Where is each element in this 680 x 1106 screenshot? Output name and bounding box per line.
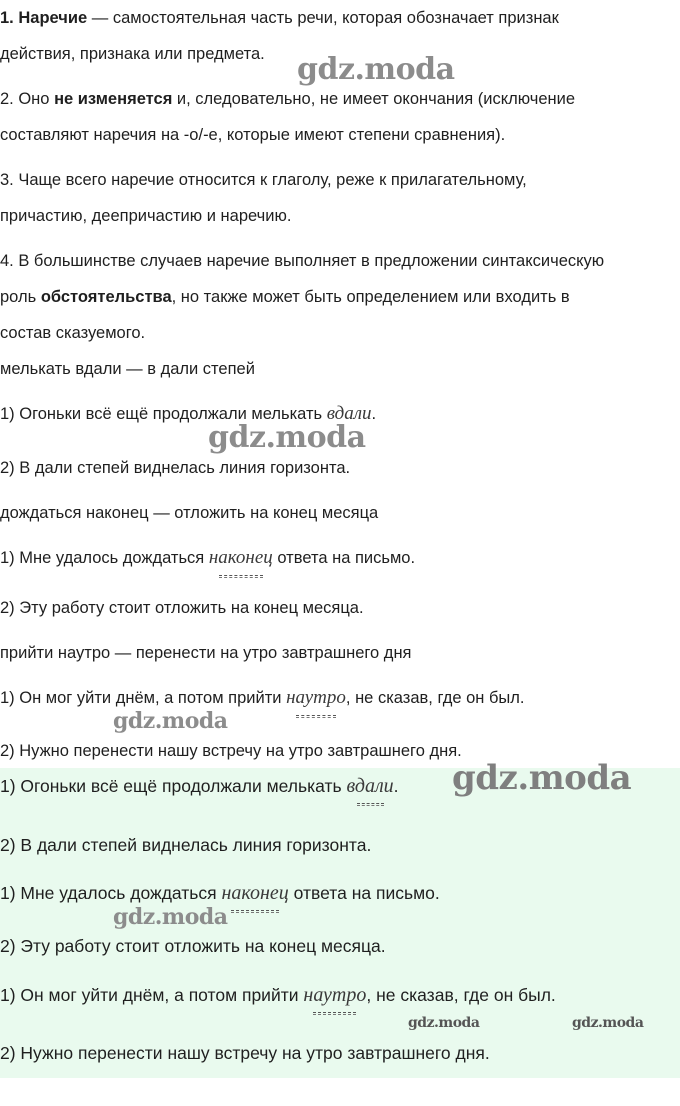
rule-1-line-2: действия, признака или предмета. <box>0 45 265 63</box>
highlight-sentence-3: 1) Мне удалось дождаться наконец ответа на письмо. <box>0 882 440 904</box>
pair-3-sentence-2: 2) Нужно перенести нашу встречу на утро завтрашнего дня. <box>0 742 462 760</box>
highlight-sentence-1: 1) Огоньки всё ещё продолжали мелькать вдали . <box>0 775 399 797</box>
adverb-handwritten: наконец <box>209 547 273 569</box>
pair-3-sentence-1: 1) Он мог уйти днём, а потом прийти наутро , не сказав, где он был. <box>0 687 525 709</box>
rule-2-line-1: 2. Оно не изменяется и, следовательно, не имеет окончания (исключение <box>0 90 576 108</box>
adverb-underline <box>219 575 263 576</box>
adverb-handwritten: наконец <box>221 882 288 904</box>
adverb-handwritten: вдали <box>347 775 394 797</box>
watermark: gdz.moda <box>113 904 228 930</box>
watermark: gdz.moda <box>113 708 228 734</box>
adverb-underline <box>296 715 336 716</box>
highlight-sentence-6: 2) Нужно перенести нашу встречу на утро завтрашнего дня. <box>0 1043 490 1063</box>
pair-2-sentence-1: 1) Мне удалось дождаться наконец ответа на письмо. <box>0 547 415 569</box>
pair-2-sentence-2: 2) Эту работу стоит отложить на конец месяца. <box>0 599 364 617</box>
pair-3-heading: прийти наутро — перенести на утро завтрашнего дня <box>0 644 412 662</box>
highlight-sentence-4: 2) Эту работу стоит отложить на конец месяца. <box>0 936 386 956</box>
watermark: gdz.moda <box>452 758 632 798</box>
highlight-sentence-2: 2) В дали степей виднелась линия горизонта. <box>0 835 372 855</box>
adverb-underline <box>231 910 278 911</box>
watermark: gdz.moda <box>408 1015 480 1031</box>
pair-1-sentence-1: 1) Огоньки всё ещё продолжали мелькать вдали. <box>0 403 377 424</box>
adverb-handwritten: вдали <box>326 403 372 424</box>
pair-2-heading: дождаться наконец — отложить на конец месяца <box>0 504 379 522</box>
pair-1-heading: мелькать вдали — в дали степей <box>0 360 255 378</box>
adverb-handwritten: наутро <box>303 984 366 1006</box>
rule-4-line-1: 4. В большинстве случаев наречие выполняет в предложении синтаксическую <box>0 252 605 270</box>
pair-1-sentence-2: 2) В дали степей виднелась линия горизонта. <box>0 459 351 477</box>
watermark: gdz.moda <box>572 1015 644 1031</box>
rule-2-line-2: составляют наречия на -о/-е, которые имеют степени сравнения). <box>0 126 506 144</box>
adverb-handwritten: наутро <box>286 687 346 709</box>
rule-1-line-1: 1. Наречие — самостоятельная часть речи, которая обозначает признак <box>0 9 559 27</box>
adverb-underline <box>357 803 384 804</box>
rule-4-line-3: состав сказуемого. <box>0 324 146 342</box>
rule-3-line-2: причастию, деепричастию и наречию. <box>0 207 292 225</box>
highlight-block <box>0 768 680 1078</box>
watermark: gdz.moda <box>208 420 366 455</box>
highlight-sentence-5: 1) Он мог уйти днём, а потом прийти наутро , не сказав, где он был. <box>0 984 556 1006</box>
adverb-underline <box>313 1012 356 1013</box>
rule-3-line-1: 3. Чаще всего наречие относится к глаголу, реже к прилагательному, <box>0 171 527 189</box>
rule-4-line-2: роль обстоятельства, но также может быть определением или входить в <box>0 288 570 306</box>
watermark: gdz.moda <box>297 52 455 87</box>
